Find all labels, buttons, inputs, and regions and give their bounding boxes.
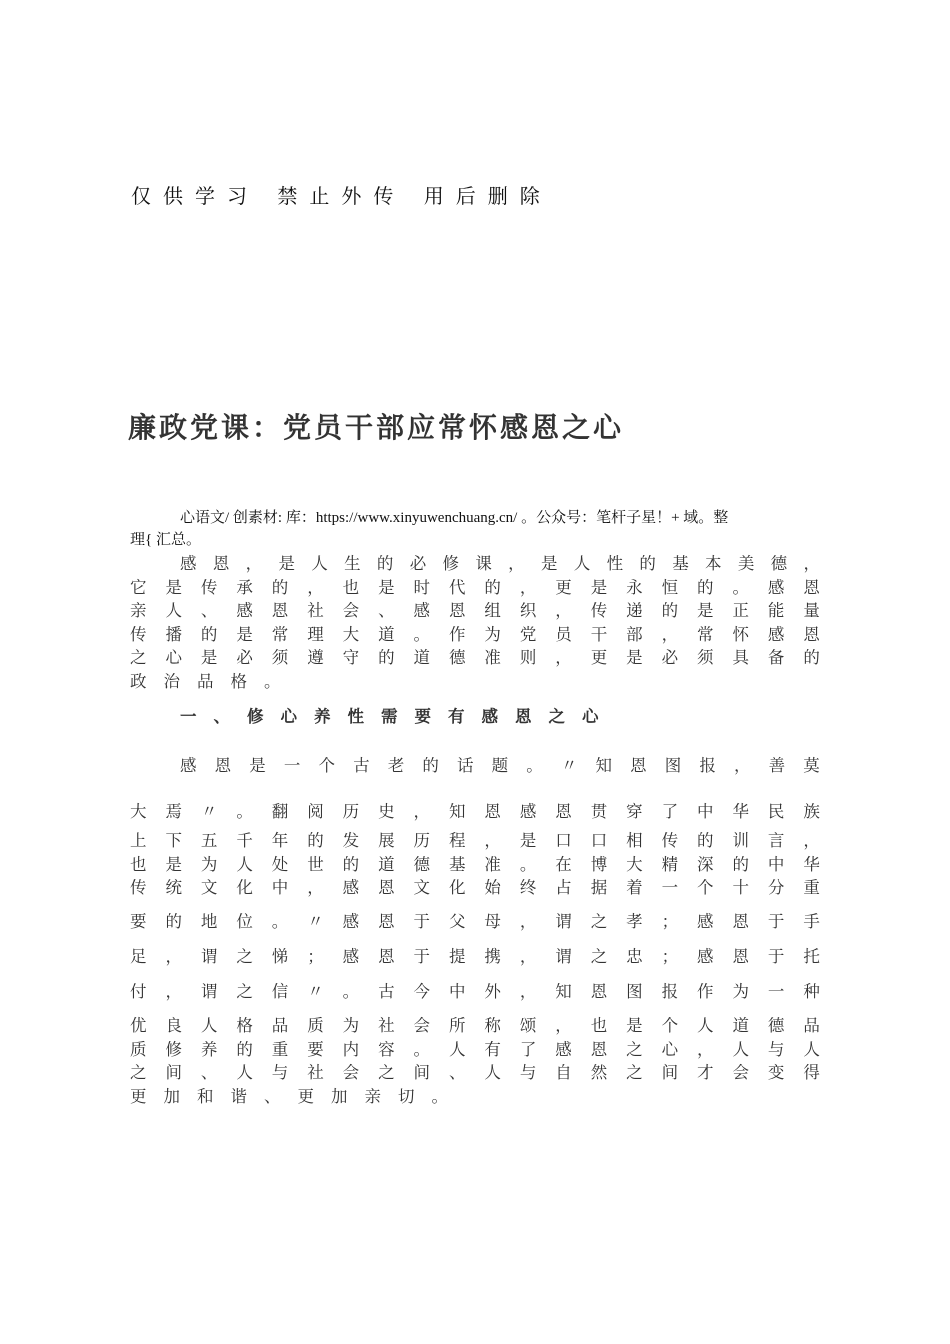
text-line: 足 ， 谓 之 悌 ； 感 恩 于 提 携 ， 谓 之 忠 ； 感 恩 于 托 <box>130 947 820 966</box>
text-line: 传 统 文 化 中 ， 感 恩 文 化 始 终 占 据 着 一 个 十 分 重 <box>130 878 820 897</box>
text-line: 政 治 品 格 。 <box>130 671 281 691</box>
section-heading: 一、修心养性需要有感恩之心 <box>180 707 616 726</box>
text-line: 优 良 人 格 品 质 为 社 会 所 称 颂 ， 也 是 个 人 道 德 品 <box>130 1016 820 1035</box>
text-line: 也 是 为 人 处 世 的 道 德 基 准 。 在 博 大 精 深 的 中 华 <box>130 854 820 874</box>
source-line-1: 心语文/ 创素材: 库：https://www.xinyuwenchuang.cn/ 。公众号：笔杆子星！+ 域。整 <box>180 510 729 526</box>
source-attribution <box>130 507 830 551</box>
text-line: 传 播 的 是 常 理 大 道 。 作 为 党 员 干 部 ， 常 怀 感 恩 <box>130 624 820 644</box>
text-line: 之 间 、 人 与 社 会 之 间 、 人 与 自 然 之 间 才 会 变 得 <box>130 1063 820 1082</box>
text-line: 要 的 地 位 。 〃 感 恩 于 父 母 ， 谓 之 孝 ； 感 恩 于 手 <box>130 912 820 931</box>
text-line: 感 恩 是 一 个 古 老 的 话 题 。 〃 知 恩 图 报 ， 善 莫 <box>180 756 820 775</box>
text-line: 更 加 和 谐 、 更 加 亲 切 。 <box>130 1086 448 1106</box>
source-line-2: 理{ 汇总。 <box>130 532 201 548</box>
paragraph-2d <box>130 1014 820 1108</box>
text-line: 之 心 是 必 须 遵 守 的 道 德 准 则 ， 更 是 必 须 具 备 的 <box>130 648 820 667</box>
text-line: 亲 人 、 感 恩 社 会 、 感 恩 组 织 ， 传 递 的 是 正 能 量 <box>130 601 820 620</box>
text-line: 大 焉 〃 。 翻 阅 历 史 ， 知 恩 感 恩 贯 穿 了 中 华 民 族 <box>130 802 820 821</box>
paragraph-2c <box>130 904 820 1009</box>
text-line: 质 修 养 的 重 要 内 容 。 人 有 了 感 恩 之 心 ， 人 与 人 <box>130 1039 820 1059</box>
paragraph-2b <box>130 829 820 900</box>
article-title: 廉政党课：党员干部应常怀感恩之心 <box>128 411 625 444</box>
text-line: 上 下 五 千 年 的 发 展 历 程 ， 是 口 口 相 传 的 训 言 ， <box>130 831 820 850</box>
text-line: 感 恩 ， 是 人 生 的 必 修 课 ， 是 人 性 的 基 本 美 德 ， <box>180 554 820 573</box>
confidential-notice: 仅供学习 禁止外传 用后删除 <box>131 184 552 208</box>
text-line: 付 ， 谓 之 信 〃 。 古 今 中 外 ， 知 恩 图 报 作 为 一 种 <box>130 982 820 1001</box>
paragraph-2a <box>130 743 820 835</box>
text-line: 它 是 传 承 的 ， 也 是 时 代 的 ， 更 是 永 恒 的 。 感 恩 <box>130 577 820 597</box>
paragraph-1 <box>130 552 820 693</box>
